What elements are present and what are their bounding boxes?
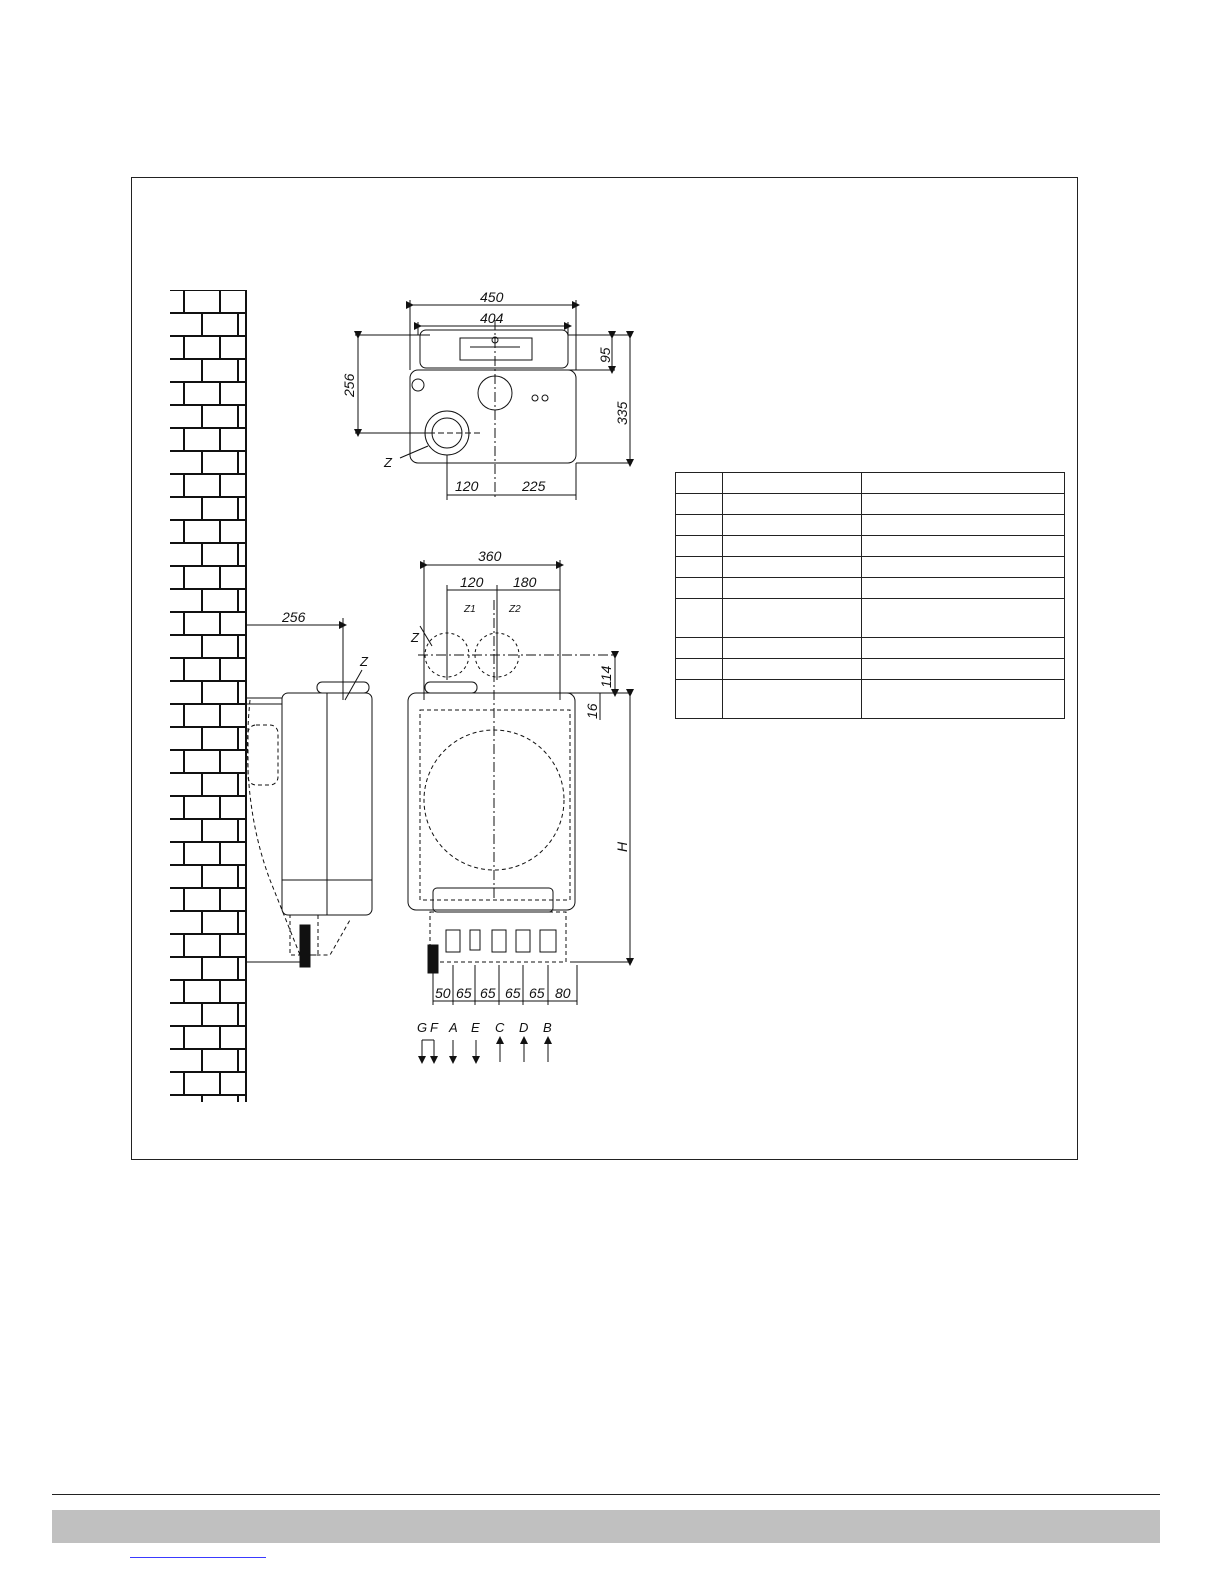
footer-bar (52, 1510, 1160, 1543)
table-row (676, 638, 1065, 659)
top-depth-flue: 256 (341, 373, 357, 397)
top-offset-right: 225 (522, 478, 546, 494)
table-row (676, 494, 1065, 515)
flue-label-z1: Z1 (464, 604, 476, 615)
top-depth-total: 335 (614, 401, 630, 425)
top-width-outer: 450 (480, 289, 504, 305)
front-offset-z2: 180 (513, 574, 537, 590)
table-row (676, 599, 1065, 638)
bottom-spacing: 50 (435, 985, 451, 1001)
table-row (676, 515, 1065, 536)
table-row (676, 680, 1065, 719)
front-height-label: H (614, 841, 630, 852)
connection-label: B (543, 1020, 552, 1035)
top-width-inner: 404 (480, 310, 504, 326)
connection-label: F (430, 1020, 438, 1035)
side-depth-flue: 256 (282, 609, 306, 625)
table-row (676, 536, 1065, 557)
front-height-gap: 16 (584, 703, 600, 719)
top-flue-label: Z (384, 455, 392, 470)
bottom-spacing: 65 (505, 985, 521, 1001)
table-row (676, 578, 1065, 599)
top-view (355, 300, 632, 500)
table-row (676, 659, 1065, 680)
brick-wall (170, 290, 246, 1102)
connection-label: G (417, 1020, 428, 1035)
front-offset-z1: 120 (460, 574, 484, 590)
front-flue-label: Z (411, 630, 419, 645)
front-height-top: 114 (598, 665, 614, 688)
legend-table (675, 472, 1065, 719)
bottom-spacing: 65 (529, 985, 545, 1001)
bottom-spacing: 65 (480, 985, 496, 1001)
connection-label: E (471, 1020, 480, 1035)
table-row (676, 473, 1065, 494)
flue-label-z2: Z2 (509, 604, 521, 615)
table-row (676, 557, 1065, 578)
bottom-spacing: 65 (456, 985, 472, 1001)
footer-link-underline[interactable] (130, 1557, 266, 1558)
top-offset-left: 120 (455, 478, 479, 494)
connection-label: A (449, 1020, 458, 1035)
side-view (246, 618, 372, 967)
top-depth-bracket: 95 (597, 347, 613, 363)
side-flue-label: Z (360, 654, 368, 669)
connection-label: C (495, 1020, 505, 1035)
connection-label: D (519, 1020, 529, 1035)
bottom-spacing: 80 (555, 985, 571, 1001)
front-width: 360 (478, 548, 502, 564)
footer-divider (52, 1494, 1160, 1495)
